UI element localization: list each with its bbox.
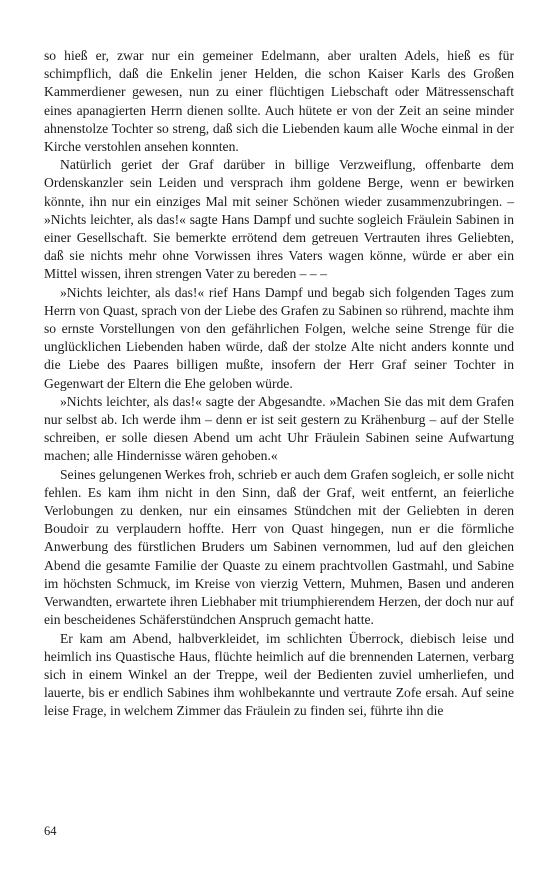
paragraph-1: so hieß er, zwar nur ein gemeiner Edelmann, aber uralten Adels, hieß es für schimpflich, daß die Enkelin jener Helden, die schon Kaiser Karls des Großen Kammerdiener gewesen, nun zu einer flüchtigen Liebschaft oder Mätressenschaft eines apanagierten Herrn dienen sollte. Auch hütete er von der Zeit an seine minder ahnenstolze Tochter so streng, daß sich die Liebenden kaum alle Woche einmal in der Kirche verstohlen ansehen konnten. <box>44 48 514 155</box>
paragraph-6: Er kam am Abend, halbverkleidet, im schlichten Überrock, diebisch leise und heimlich ins Quastische Haus, flüchte heimlich auf die brennenden Laternen, verbarg sich in einem Winkel an der Treppe, weil der Bedienten zuviel umherliefen, und lauerte, bis er endlich Sabines ihm wohlbekannte und vertraute Zofe ersah. Auf seine leise Frage, in welchem Zimmer das Fräulein zu finden sei, führte ihn die <box>44 630 514 719</box>
paragraph-5: Seines gelungenen Werkes froh, schrieb er auch dem Grafen sogleich, er solle nicht fehlen. Es kam ihm nicht in den Sinn, daß der Graf, weit entfernt, an feierliche Verlobungen zu denken, nur ein einsames Stündchen mit der Geliebten in deren Boudoir zu verplaudern hoffte. Herr von Quast hingegen, nun er die förmliche Anwerbung des fürstlichen Bruders um Sabinen vernommen, lud auf den gleichen Abend die gesamte Familie der Quaste zu einem prachtvollen Gastmahl, und Sabine im höchsten Schmuck, im Kreise von vierzig Vettern, Muhmen, Basen und anderen Verwandten, erwartete ihren Liebhaber mit triumphierendem Herzen, der doch nur auf ein bescheidenes Schäferstündchen Anspruch gemacht hatte. <box>44 466 514 628</box>
paragraph-4: »Nichts leichter, als das!« sagte der Abgesandte. »Machen Sie das mit dem Grafen nur selbst ab. Ich werde ihm – denn er ist seit gestern zu Krähenburg – auf der Stelle schreiben, er solle diesen Abend um acht Uhr Fräulein Sabinen seine Aufwartung machen; alle Hindernisse wären gehoben.« <box>44 393 514 464</box>
paragraph-3: »Nichts leichter, als das!« rief Hans Dampf und begab sich folgenden Tages zum Herrn von Quast, sprach von der Liebe des Grafen zu Sabinen so rührend, machte ihm so ernste Vorstellungen von den gefährlichen Folgen, welche seine Strenge für die unglücklichen Liebenden haben würde, daß der stolze Alte nicht anders konnte und die Liebe des Paares billigen mußte, insofern der Herr Graf seiner Tochter in Gegenwart der Eltern die Ehe geloben würde. <box>44 284 514 391</box>
paragraph-2: Natürlich geriet der Graf darüber in billige Verzweiflung, offenbarte dem Ordenskanzler sein Leiden und versprach ihm goldene Berge, wenn er bewirken könnte, ihn nur ein einziges Mal mit seiner Schönen wieder zusammenzubringen. – »Nichts leichter, als das!« sagte Hans Dampf und suchte sogleich Fräulein Sabinen in einer Gesellschaft. Sie bemerkte errötend dem getreuen Vertrauten ihres Geliebten, daß sie nichts mehr ohne Vorwissen ihres Vaters wagen könne, würde er aber ein Mittel wissen, ihren strengen Vater zu bereden – – – <box>44 157 514 282</box>
page-number: 64 <box>44 824 57 838</box>
page-body <box>44 47 514 721</box>
